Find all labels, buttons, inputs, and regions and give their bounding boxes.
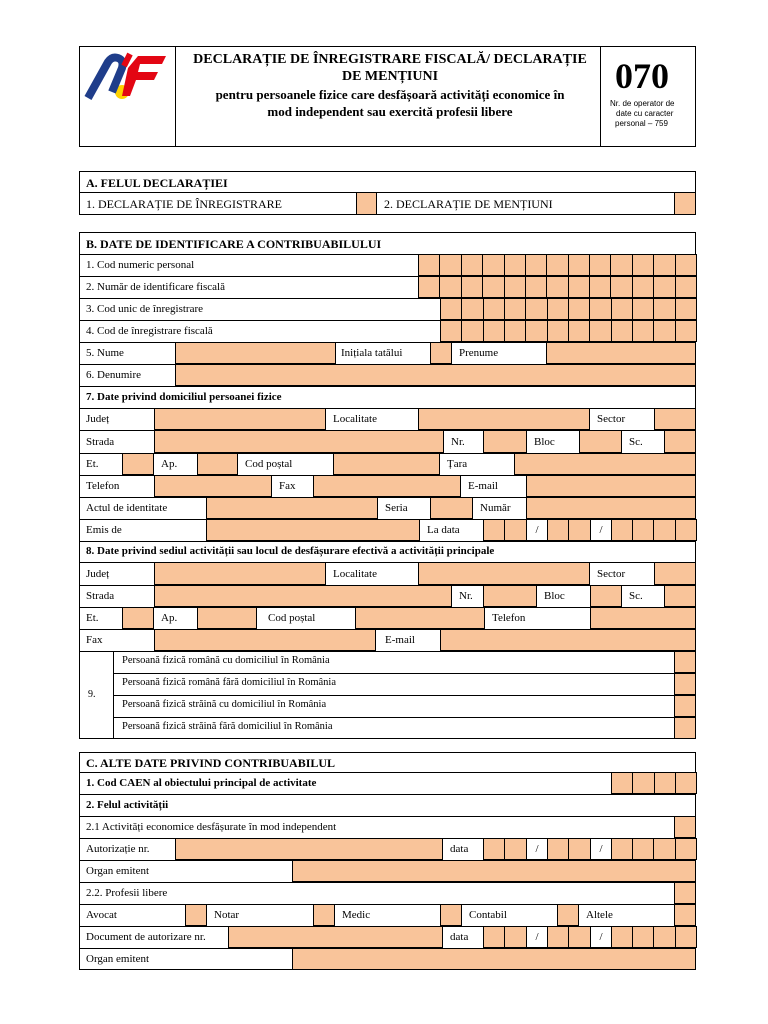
date-separator: / [526,519,548,541]
initiala-label: Inițiala tatălui [341,347,403,359]
ap-input[interactable] [197,453,238,475]
denumire-label: 6. Denumire [86,369,141,381]
date-digit-cell[interactable] [675,838,697,860]
digit-cell[interactable] [525,320,548,342]
et2-input[interactable] [122,607,154,629]
email-label: E-mail [468,480,498,492]
et-input[interactable] [122,453,154,475]
cod-postal2-label: Cod poștal [268,612,316,624]
act-identitate-label: Actul de identitate [86,502,168,514]
document-data-label: data [450,931,469,943]
digit-cell[interactable] [653,320,676,342]
date-digit-cell[interactable] [568,519,591,541]
cod-postal-input[interactable] [333,453,440,475]
digit-cell[interactable] [632,254,654,276]
digit-cell[interactable] [461,254,483,276]
sector2-input[interactable] [654,562,696,585]
ap2-label: Ap. [161,612,178,624]
date-separator: / [526,838,548,860]
avocat-checkbox[interactable] [185,904,207,926]
form-title-line2: DE MENȚIUNI [341,69,439,84]
sc2-input[interactable] [664,585,696,607]
emis-input[interactable] [206,519,420,541]
telefon2-label: Telefon [492,612,526,624]
profesii-libere-checkbox[interactable] [674,882,696,904]
localitate-label: Localitate [333,413,377,425]
judet2-label: Județ [86,568,110,580]
form-number: 070 [615,56,669,96]
form-title-line1: DECLARAȚIE DE ÎNREGISTRARE FISCALĂ/ DECLARAȚIE [193,52,587,67]
seria-label: Seria [385,502,408,514]
fax2-input[interactable] [154,629,376,651]
digit-cell[interactable] [611,298,633,320]
persoana-2-label: Persoană fizică română fără domiciliul în România [122,677,337,688]
sector-label: Sector [597,413,626,425]
persoana-3-label: Persoană fizică străină cu domiciliul în România [122,699,327,710]
digit-cell[interactable] [568,320,590,342]
fax-input[interactable] [313,475,461,497]
digit-cell[interactable] [461,320,484,342]
judet-input[interactable] [154,408,326,430]
domiciliu-title: 7. Date privind domiciliul persoanei fizice [86,391,282,403]
date-digit-cell[interactable] [483,838,505,860]
autorizatie-date[interactable] [483,838,696,860]
digit-cell[interactable] [525,276,547,298]
cui-label: 3. Cod unic de înregistrare [86,303,203,315]
bloc2-label: Bloc [544,590,565,602]
nr2-input[interactable] [483,585,537,607]
digit-cell[interactable] [653,276,676,298]
sediu-title: 8. Date privind sediul activității sau locul de desfășurare efectivă a activității principale [86,545,495,557]
anaf-logo-icon [84,52,170,106]
nr-label: Nr. [451,436,465,448]
localitate2-input[interactable] [418,562,590,585]
localitate2-label: Localitate [333,568,377,580]
bloc-input[interactable] [579,430,622,453]
judet-label: Județ [86,413,110,425]
strada2-label: Strada [86,590,115,602]
autorizatie-input[interactable] [175,838,443,860]
persoana-1-label: Persoană fizică română cu domiciliul în România [122,655,330,666]
digit-cell[interactable] [504,320,526,342]
profesii-libere-label: 2.2. Profesii libere [86,887,168,899]
numar-label: Număr [480,502,511,514]
digit-cell[interactable] [461,276,483,298]
digit-cell[interactable] [675,772,697,794]
date-digit-cell[interactable] [632,838,654,860]
telefon-label: Telefon [86,480,120,492]
et-label: Et. [86,458,99,470]
bloc2-input[interactable] [590,585,622,607]
digit-cell[interactable] [589,298,612,320]
date-digit-cell[interactable] [653,519,676,541]
et2-label: Et. [86,612,99,624]
digit-cell[interactable] [546,276,569,298]
date-digit-cell[interactable] [568,926,591,948]
seria-input[interactable] [430,497,473,519]
act-identitate-input[interactable] [206,497,378,519]
digit-cell[interactable] [504,276,526,298]
digit-cell[interactable] [482,254,505,276]
date-digit-cell[interactable] [547,519,569,541]
caen-field[interactable] [611,772,696,794]
date-separator: / [590,519,612,541]
la-data-date[interactable] [483,519,696,541]
email2-label: E-mail [385,634,415,646]
cif-field[interactable] [440,320,696,342]
organ-emitent2-input[interactable] [292,948,696,970]
digit-cell[interactable] [440,320,462,342]
date-separator: / [590,926,612,948]
digit-cell[interactable] [610,254,633,276]
sc-label: Sc. [629,436,643,448]
altele-checkbox[interactable] [674,904,696,926]
date-digit-cell[interactable] [483,519,505,541]
fax-label: Fax [279,480,296,492]
digit-cell[interactable] [589,254,611,276]
organ-emitent-input[interactable] [292,860,696,882]
digit-cell[interactable] [611,320,633,342]
cod-postal-label: Cod poștal [245,458,293,470]
digit-cell[interactable] [547,320,569,342]
operator-note-3: personal – 759 [615,119,668,128]
date-digit-cell[interactable] [611,926,633,948]
date-digit-cell[interactable] [675,519,697,541]
email2-input[interactable] [440,629,696,651]
digit-cell[interactable] [653,254,676,276]
caen-label: 1. Cod CAEN al obiectului principal de activitate [86,777,317,789]
strada2-input[interactable] [154,585,452,607]
cnp-label: 1. Cod numeric personal [86,259,195,271]
email-input[interactable] [526,475,696,497]
date-digit-cell[interactable] [632,519,654,541]
digit-cell[interactable] [611,772,633,794]
declaration-mentions-label: 2. DECLARAȚIE DE MENȚIUNI [384,197,553,211]
document-label: Document de autorizare nr. [86,931,206,943]
digit-cell[interactable] [675,276,697,298]
date-digit-cell[interactable] [504,519,527,541]
section-c-title: C. ALTE DATE PRIVIND CONTRIBUABILUL [86,756,336,770]
sector2-label: Sector [597,568,626,580]
felul-activitatii-label: 2. Felul activității [86,799,169,811]
form-subtitle-line2: mod independent sau exercită profesii libere [267,104,513,119]
section-b-title: B. DATE DE IDENTIFICARE A CONTRIBUABILULUI [86,237,382,251]
telefon2-input[interactable] [590,607,696,629]
digit-cell[interactable] [568,276,590,298]
digit-cell[interactable] [439,276,462,298]
digit-cell[interactable] [525,254,547,276]
cod-postal2-input[interactable] [355,607,485,629]
nine-label: 9. [88,689,96,700]
persoana-2-checkbox[interactable] [674,673,696,695]
localitate-input[interactable] [418,408,590,430]
digit-cell[interactable] [482,276,505,298]
digit-cell[interactable] [547,298,569,320]
date-digit-cell[interactable] [547,838,569,860]
digit-cell[interactable] [546,254,569,276]
judet2-input[interactable] [154,562,326,585]
digit-cell[interactable] [632,276,654,298]
digit-cell[interactable] [610,276,633,298]
cif-label: 4. Cod de înregistrare fiscală [86,325,213,337]
nume-input[interactable] [175,342,336,364]
medic-checkbox[interactable] [440,904,462,926]
digit-cell[interactable] [483,298,505,320]
initiala-input[interactable] [430,342,452,364]
persoana-1-checkbox[interactable] [674,651,696,673]
cui-field[interactable] [440,298,696,320]
activitati-independente-checkbox[interactable] [674,816,696,838]
bloc-label: Bloc [534,436,555,448]
organ-emitent2-label: Organ emitent [86,953,150,965]
strada-input[interactable] [154,430,444,453]
la-data-label: La data [427,524,460,536]
contabil-checkbox[interactable] [557,904,579,926]
form-subtitle-line1: pentru persoanele fizice care desfășoară activități economice în [215,87,565,102]
date-digit-cell[interactable] [504,926,527,948]
date-digit-cell[interactable] [675,926,697,948]
digit-cell[interactable] [568,298,590,320]
sc2-label: Sc. [629,590,643,602]
persoana-4-label: Persoană fizică străină fără domiciliul în România [122,721,333,732]
date-digit-cell[interactable] [653,926,676,948]
digit-cell[interactable] [654,772,676,794]
date-separator: / [590,838,612,860]
digit-cell[interactable] [589,320,612,342]
altele-label: Altele [586,909,613,921]
date-digit-cell[interactable] [504,838,527,860]
date-digit-cell[interactable] [547,926,569,948]
declaration-registration-checkbox[interactable] [356,192,377,215]
operator-note-2: date cu caracter [616,109,674,118]
operator-note-1: Nr. de operator de [610,99,675,108]
digit-cell[interactable] [483,320,505,342]
cnp-field[interactable] [418,254,696,276]
date-digit-cell[interactable] [483,926,505,948]
declaration-registration-label: 1. DECLARAȚIE DE ÎNREGISTRARE [86,197,282,211]
digit-cell[interactable] [525,298,548,320]
digit-cell[interactable] [504,298,526,320]
digit-cell[interactable] [653,298,676,320]
sector-input[interactable] [654,408,696,430]
digit-cell[interactable] [418,254,440,276]
digit-cell[interactable] [632,320,654,342]
notar-label: Notar [214,909,240,921]
medic-label: Medic [342,909,371,921]
date-digit-cell[interactable] [611,519,633,541]
digit-cell[interactable] [439,254,462,276]
declaration-mentions-checkbox[interactable] [674,192,696,215]
avocat-label: Avocat [86,909,117,921]
nr2-label: Nr. [459,590,473,602]
prenume-input[interactable] [546,342,696,364]
digit-cell[interactable] [632,772,655,794]
ap-label: Ap. [161,458,178,470]
digit-cell[interactable] [675,298,697,320]
date-digit-cell[interactable] [632,926,654,948]
digit-cell[interactable] [632,298,654,320]
fax2-label: Fax [86,634,103,646]
prenume-label: Prenume [459,347,499,359]
telefon-input[interactable] [154,475,272,497]
digit-cell[interactable] [418,276,440,298]
date-digit-cell[interactable] [653,838,676,860]
autorizatie-data-label: data [450,843,469,855]
nume-label: 5. Nume [86,347,124,359]
tara-input[interactable] [514,453,696,475]
autorizatie-label: Autorizație nr. [86,843,150,855]
activitati-independente-label: 2.1 Activități economice desfășurate în mod independent [86,821,337,833]
ap2-input[interactable] [197,607,257,629]
digit-cell[interactable] [440,298,462,320]
persoana-4-checkbox[interactable] [674,717,696,739]
nif-label: 2. Număr de identificare fiscală [86,281,225,293]
section-a-title: A. FELUL DECLARAȚIEI [86,176,228,190]
emis-label: Emis de [86,524,122,536]
persoana-3-checkbox[interactable] [674,695,696,717]
sc-input[interactable] [664,430,696,453]
document-input[interactable] [228,926,443,948]
date-digit-cell[interactable] [568,838,591,860]
digit-cell[interactable] [675,320,697,342]
document-date[interactable] [483,926,696,948]
denumire-input[interactable] [175,364,696,386]
nr-input[interactable] [483,430,527,453]
notar-checkbox[interactable] [313,904,335,926]
digit-cell[interactable] [589,276,611,298]
nif-field[interactable] [418,276,696,298]
digit-cell[interactable] [461,298,484,320]
date-digit-cell[interactable] [611,838,633,860]
date-separator: / [526,926,548,948]
digit-cell[interactable] [504,254,526,276]
tara-label: Țara [447,458,468,470]
digit-cell[interactable] [675,254,697,276]
organ-emitent-label: Organ emitent [86,865,150,877]
digit-cell[interactable] [568,254,590,276]
contabil-label: Contabil [469,909,507,921]
strada-label: Strada [86,436,115,448]
numar-input[interactable] [526,497,696,519]
